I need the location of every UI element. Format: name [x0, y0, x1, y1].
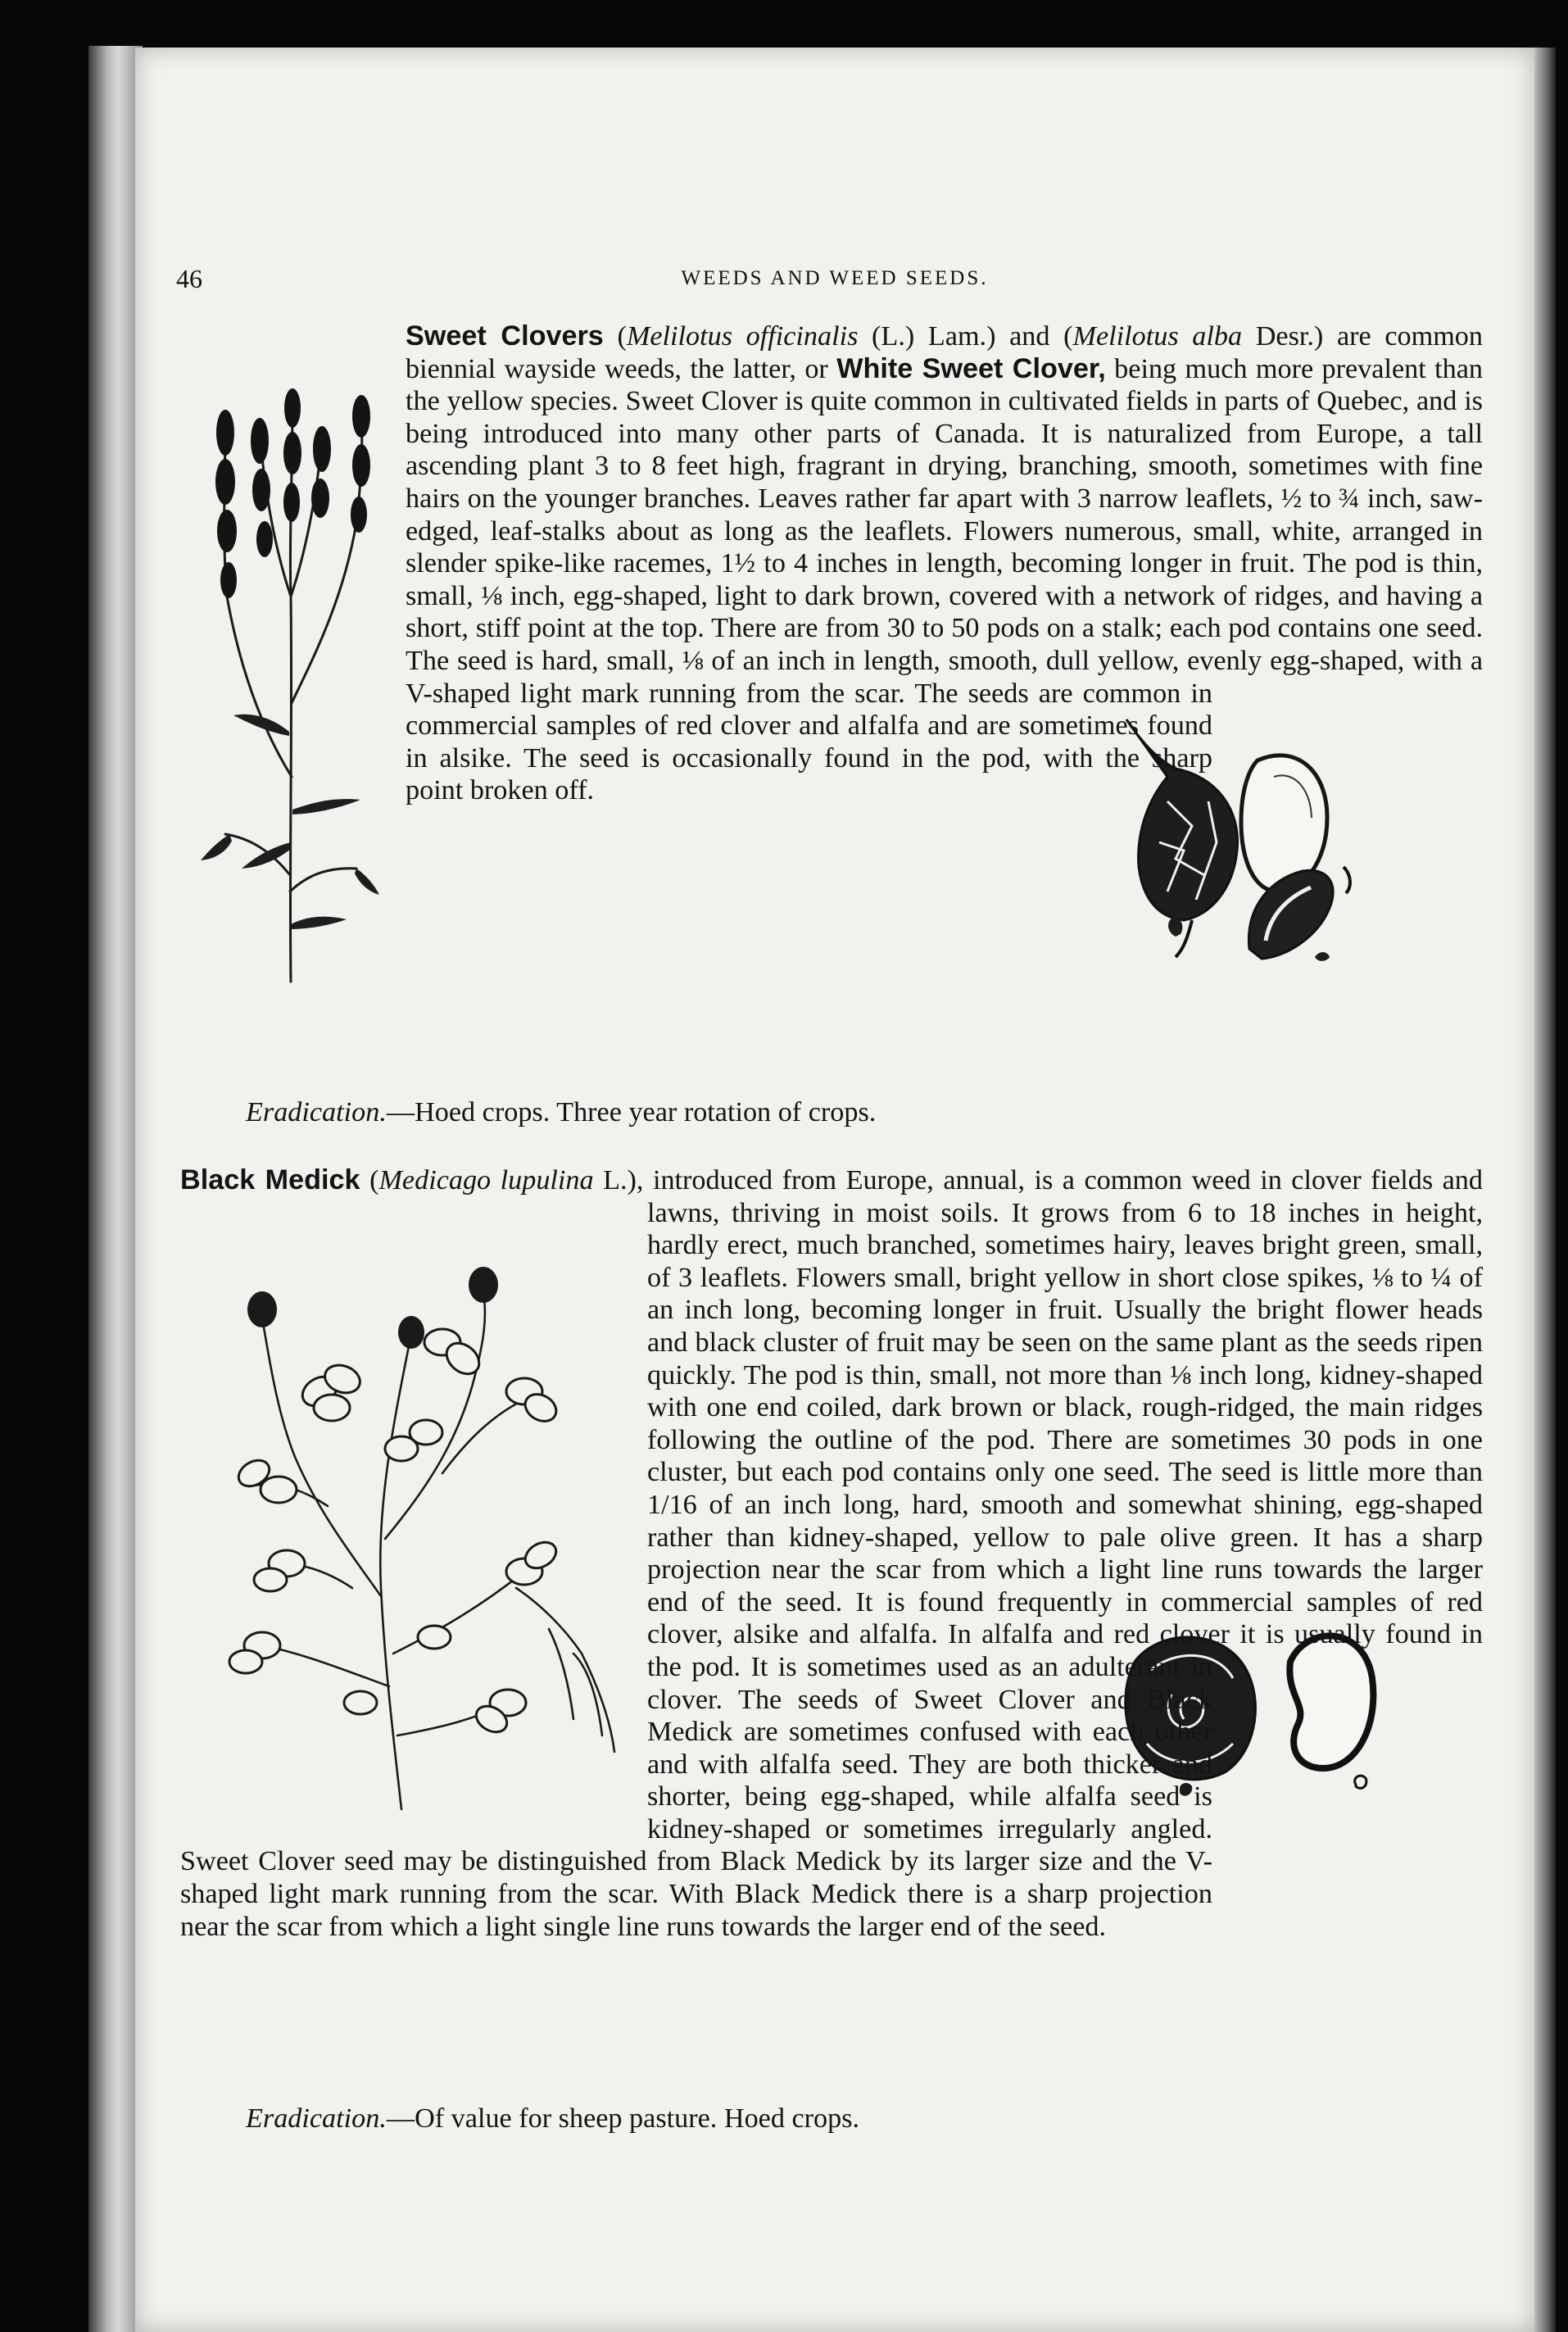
float-spacer-plant-1: [180, 320, 406, 906]
body-text: introduced from Europe, annual, is a common weed in clover fields and lawns, thriving in moist soils. It grows from 6 to 18 inches in height, hardly erect, much branched, sometimes hairy, leaves bright green, small, of 3 leaflets. Flowers small, bright yellow in short close spikes, ⅛ to ¼ of an inch long, becoming longer in fruit. Usually the bright flower heads and black cluster of fruit may be seen on the same plant as the seeds ripen quickly. The pod is thin, small, not more than ⅛ inch long, kidney-shaped with one end coiled, dark brown or black, rough-ridged, the main ridges following the outline of the pod. There are sometimes 30 pods in one cluster, but each pod contains only one seed. The seed is little more than 1/16 of an inch long, hard, smooth and somewhat shining, egg-shaped rather than kidney-shaped, yellow to pale olive green. It has a sharp projection near the scar from which a light line runs towards the larger end of the seed. It is found frequently in commercial samples of red clover, alsike and alfalfa. In alfalfa and red clover it is usually found in the pod. It is sometimes used as an adulterant in clover. The seeds of Sweet Clover and Black Medick are sometimes confused with each other and with alfalfa seed. They are both thicker and shorter, being egg-shaped, while alfalfa seed is kidney-shaped or sometimes irregularly angled. Sweet Clover seed may be distinguished from Black Medick by its larger size and the V-shaped light mark running from the scar. With Black Medick there is a sharp projection near the scar from which a light single line runs towards the larger end of the seed.: [180, 1165, 1483, 1942]
authority: Desr.): [1242, 321, 1324, 352]
scientific-name: Medicago lupulina: [378, 1165, 594, 1195]
float-spacer-seeds-1: [1212, 685, 1483, 931]
page-number: 46: [176, 264, 202, 293]
book-edge: [1534, 48, 1556, 2332]
eradication-line: [180, 1096, 1483, 1129]
paren: (: [360, 1165, 379, 1195]
body-text: are common biennial wayside weeds, the latter, or: [406, 321, 1483, 384]
eradication-line: [180, 2103, 1483, 2135]
book-page: [135, 48, 1534, 2332]
paren: (: [603, 321, 627, 352]
subheading: White Sweet Clover,: [836, 352, 1106, 384]
eradication-label: Eradication.: [246, 2103, 387, 2134]
authority: L.),: [593, 1165, 644, 1195]
float-spacer-plant-2: [180, 1229, 647, 1813]
authority: (L.) Lam.) and (: [858, 321, 1073, 352]
black-medick-section: [180, 1164, 1483, 1943]
running-head: WEEDS AND WEED SEEDS.: [681, 267, 989, 289]
sweet-clover-section: [180, 320, 1483, 931]
eradication-label: Eradication.: [246, 1097, 387, 1127]
eradication-text: —Hoed crops. Three year rotation of crops.: [386, 1097, 877, 1127]
scientific-name: Melilotus alba: [1072, 321, 1243, 352]
body-text: being much more prevalent than the yellow species. Sweet Clover is quite common in cultivated fields in parts of Quebec, and is being introduced into many other parts of Canada. It is naturalized from Europe, a tall ascending plant 3 to 8 feet high, fragrant in drying, branching, smooth, sometimes with fine hairs on the younger branches. Leaves rather far apart with 3 narrow leaflets, ½ to ¾ inch, saw-edged, leaf-stalks about as long as the leaflets. Flowers numerous, small, white, arranged in slender spike-like racemes, 1½ to 4 inches in length, becoming longer in fruit. The pod is thin, small, ⅛ inch, egg-shaped, light to dark brown, covered with a network of ridges, and having a short, stiff point at the top. There are from 30 to 50 pods on a stalk; each pod contains one seed. The seed is hard, small, ⅛ of an inch in length, smooth, dull yellow, evenly egg-shaped, with a V-shaped light mark running from the scar. The seeds are common in commercial samples of red clover and alfalfa and are sometimes found in alsike. The seed is occasionally found in the pod, with the sharp point broken off.: [406, 353, 1483, 806]
scientific-name: Melilotus officinalis: [626, 321, 859, 352]
section-heading: Sweet Clovers: [406, 320, 604, 352]
section-heading: Black Medick: [180, 1164, 360, 1195]
float-spacer-seeds-2: [1212, 1651, 1483, 1879]
page-header: [135, 264, 1534, 297]
eradication-text: —Of value for sheep pasture. Hoed crops.: [386, 2103, 860, 2134]
